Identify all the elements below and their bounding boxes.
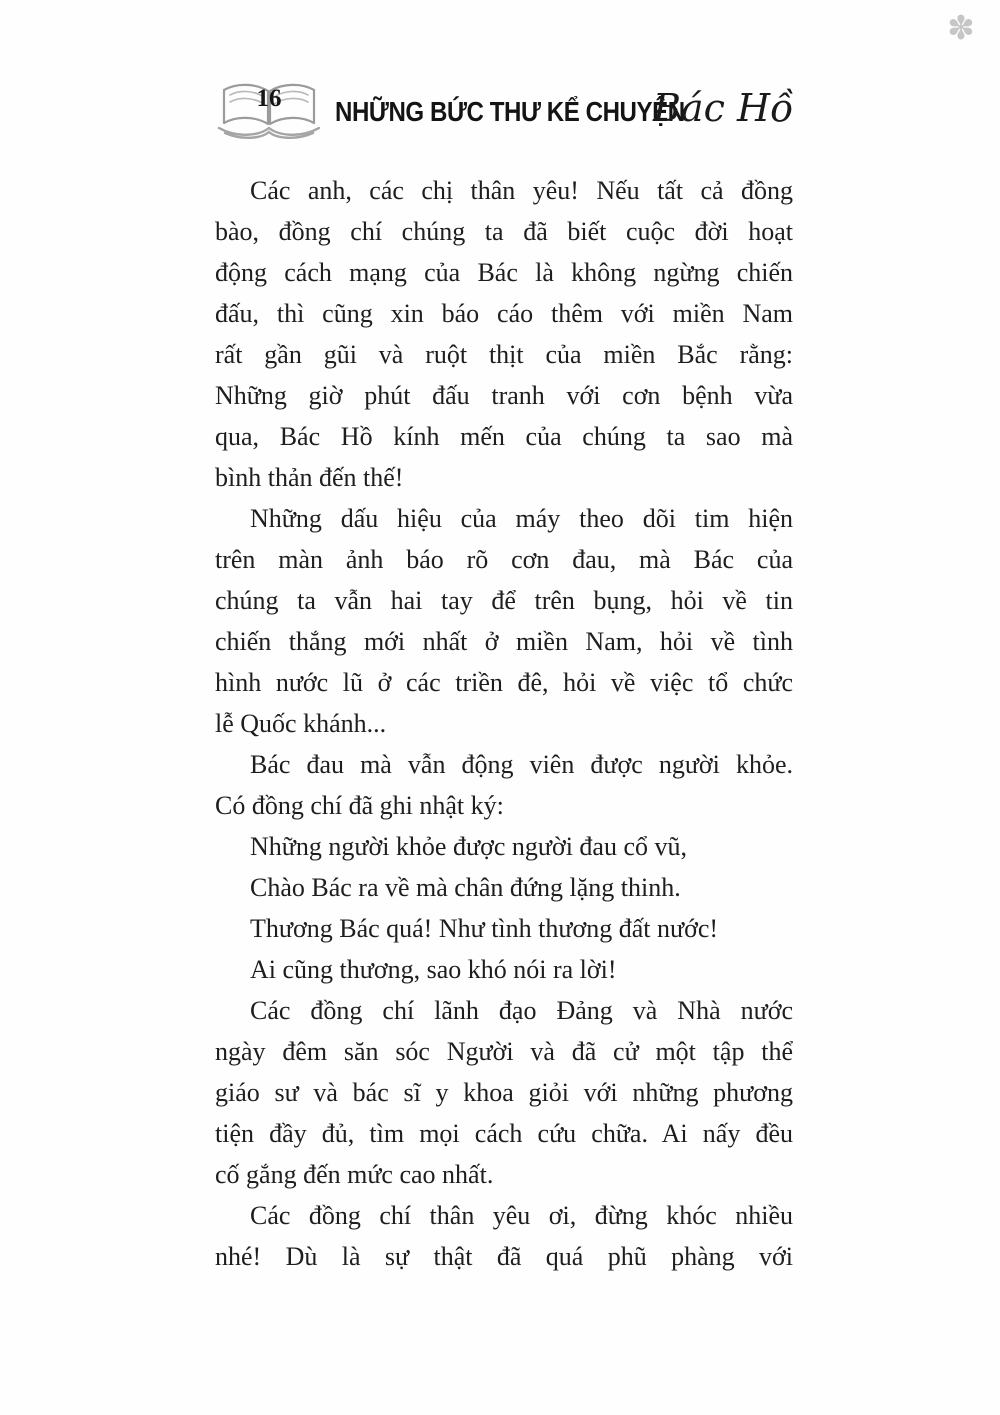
text-line: bình thản đến thế! [215, 463, 404, 492]
text-line: chiến thắng mới nhất ở miền Nam, hỏi về tình [215, 627, 793, 656]
text-line: Các anh, các chị thân yêu! Nếu tất cả đồng [250, 176, 793, 205]
text-line: Những dấu hiệu của máy theo dõi tim hiện [250, 504, 793, 533]
text-line: lễ Quốc khánh... [215, 709, 387, 738]
page-header [215, 74, 815, 148]
text-line: nhé! Dù là sự thật đã quá phũ phàng với [215, 1242, 793, 1271]
text-line: Bác đau mà vẫn động viên được người khỏe. [250, 750, 793, 779]
text-line: ngày đêm săn sóc Người và đã cử một tập thể [215, 1037, 793, 1066]
book-title: NHỮNG BỨC THƯ KỂ CHUYỆN [335, 96, 685, 127]
poem-line: Những người khỏe được người đau cổ vũ, [250, 832, 687, 861]
corner-flower-icon: ✽ [947, 8, 975, 47]
text-line: Những giờ phút đấu tranh với cơn bệnh vừa [215, 381, 793, 410]
text-line: bào, đồng chí chúng ta đã biết cuộc đời hoạt [215, 217, 793, 246]
text-line: cố gắng đến mức cao nhất. [215, 1160, 494, 1189]
text-line: chúng ta vẫn hai tay để trên bụng, hỏi về tin [215, 586, 793, 615]
text-line: động cách mạng của Bác là không ngừng chiến [215, 258, 793, 287]
text-line: trên màn ảnh báo rõ cơn đau, mà Bác của [215, 545, 793, 574]
poem-line: Thương Bác quá! Như tình thương đất nước! [250, 914, 719, 943]
page-body [215, 170, 793, 1277]
text-line: qua, Bác Hồ kính mến của chúng ta sao mà [215, 422, 793, 451]
text-line: đấu, thì cũng xin báo cáo thêm với miền Nam [215, 299, 793, 328]
text-line: tiện đầy đủ, tìm mọi cách cứu chữa. Ai nấy đều [215, 1119, 793, 1148]
poem-line: Chào Bác ra về mà chân đứng lặng thinh. [250, 873, 681, 902]
book-title-script: Bác Hồ [653, 86, 794, 130]
page-number: 16 [256, 85, 282, 112]
text-line: Có đồng chí đã ghi nhật ký: [215, 791, 504, 820]
text-line: giáo sư và bác sĩ y khoa giỏi với những phương [215, 1078, 793, 1107]
text-line: Các đồng chí lãnh đạo Đảng và Nhà nước [250, 996, 793, 1025]
text-line: Các đồng chí thân yêu ơi, đừng khóc nhiều [250, 1201, 793, 1230]
text-line: hình nước lũ ở các triền đê, hỏi về việc tổ chức [215, 668, 793, 697]
poem-line: Ai cũng thương, sao khó nói ra lời! [250, 955, 617, 984]
text-line: rất gần gũi và ruột thịt của miền Bắc rằng: [215, 340, 793, 369]
